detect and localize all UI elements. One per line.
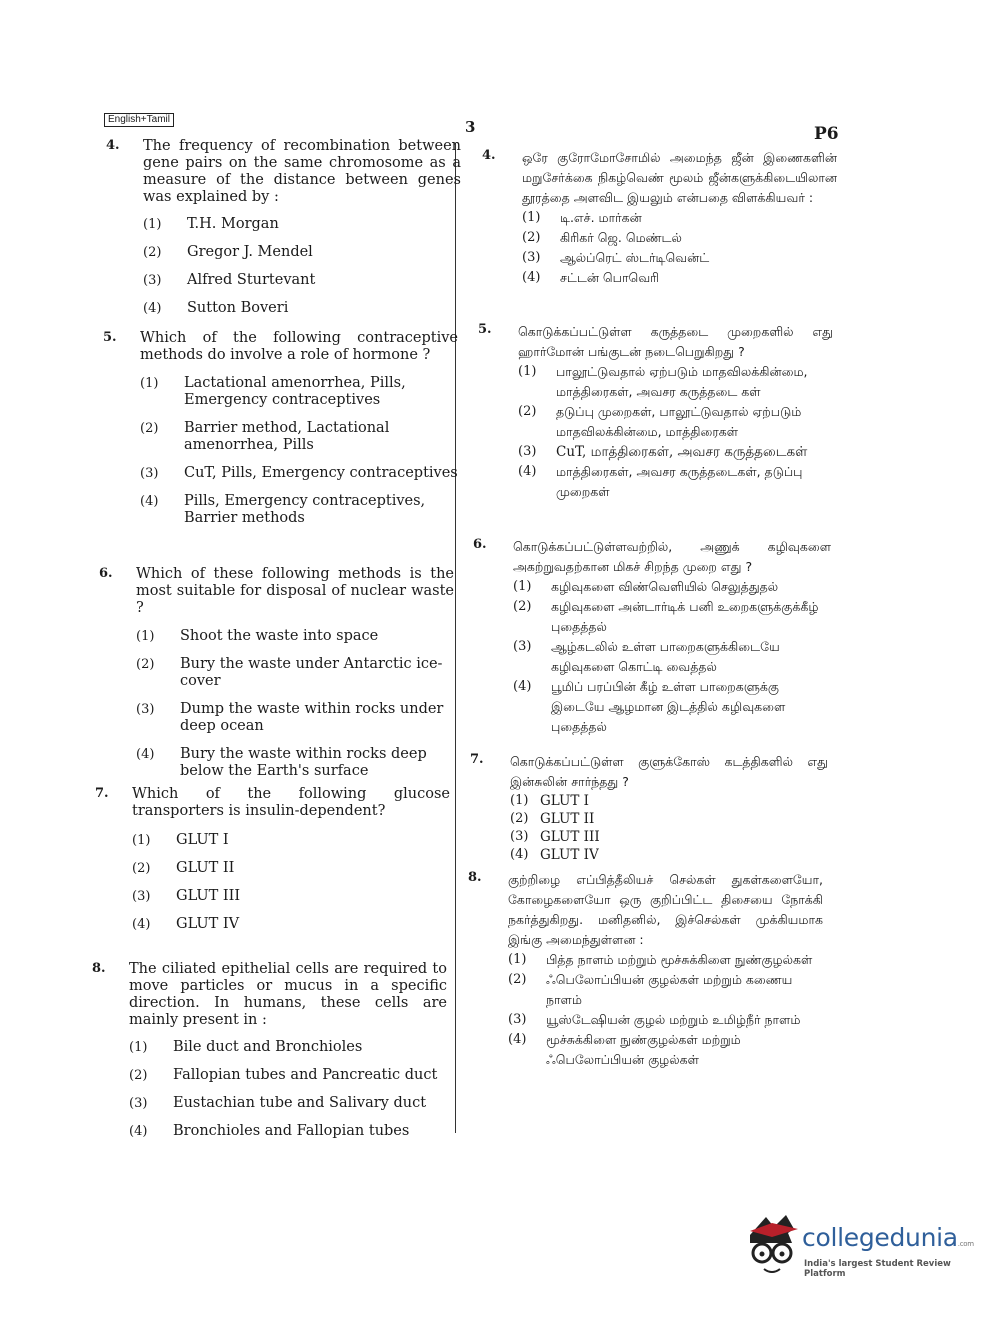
option-3: (3) CuT, Pills, Emergency contraceptives: [140, 465, 458, 481]
question-stem: Which of these following methods is the most suitable for disposal of nuclear waste ?: [136, 566, 454, 616]
option-2: (2) Barrier method, Lactational amenorrhea, Pills: [140, 420, 390, 453]
option-2: (2) GLUT II: [132, 860, 235, 876]
option-4: (4) Pills, Emergency contraceptives, Barrier methods: [140, 493, 426, 526]
question-number: 8.: [92, 961, 106, 976]
option-2: (2) Fallopian tubes and Pancreatic duct: [129, 1067, 438, 1083]
option-2: (2) கழிவுகளை அன்டார்டிக் பனி உறைகளுக்குக்கீழ் புதைத்தல்: [513, 599, 819, 634]
question-number: 6.: [473, 537, 487, 552]
option-3: (3) Alfred Sturtevant: [143, 272, 316, 288]
collegedunia-logo: [742, 1213, 972, 1283]
option-3: (3) CuT, மாத்திரைகள், அவசர கருத்தடைகள்: [518, 444, 808, 460]
option-1: (1) கழிவுகளை விண்வெளியில் செலுத்துதல்: [513, 579, 779, 594]
option-2: (2) GLUT II: [510, 811, 595, 827]
question-stem: கொடுக்கப்பட்டுள்ளவற்றில், அணுக் கழிவுகளை அகற்றுவதற்கான மிகச் சிறந்த முறை எது ?: [513, 539, 831, 574]
ta-question-8: [468, 870, 823, 1070]
option-1: (1) டி.எச். மார்கன்: [522, 210, 642, 225]
en-question-5: [103, 330, 458, 527]
paper-code: P6: [814, 124, 839, 144]
question-stem: கொடுக்கப்பட்டுள்ள கருத்தடை முறைகளில் எது ஹார்மோன் பங்குடன் நடைபெறுகிறது ?: [518, 324, 833, 359]
question-number: 6.: [99, 566, 113, 581]
option-1: (1) T.H. Morgan: [143, 216, 279, 232]
option-2: (2) Gregor J. Mendel: [143, 244, 313, 260]
option-3: (3) GLUT III: [132, 888, 241, 904]
option-2: (2) ஃபெலோப்பியன் குழல்கள் மற்றும் கணைய நாளம்: [508, 972, 793, 1007]
question-number: 7.: [95, 786, 109, 801]
option-1: (1) பாலூட்டுவதால் ஏற்படும் மாதவிலக்கின்மை, மாத்திரைகள், அவசர கருத்தடை கள்: [518, 364, 808, 399]
question-stem: கொடுக்கப்பட்டுள்ள குளுக்கோஸ் கடத்திகளில் எது இன்சுலின் சார்ந்தது ?: [510, 754, 828, 789]
brand-name: collegedunia.com: [802, 1223, 974, 1252]
en-question-4: [106, 138, 461, 317]
ta-question-5: [478, 322, 833, 502]
question-stem: Which of the following contraceptive methods do involve a role of hormone ?: [140, 330, 458, 363]
option-4: (4) Bury the waste within rocks deep below the Earth's surface: [136, 746, 427, 779]
en-question-7: [95, 786, 450, 933]
page-number: 3: [465, 118, 476, 136]
option-3: (3) GLUT III: [510, 829, 600, 845]
option-3: (3) ஆல்ப்ரெட் ஸ்டர்டிவென்ட்: [522, 250, 710, 265]
ta-question-7: [470, 752, 828, 864]
en-question-8: [92, 961, 447, 1140]
question-stem: ஒரே குரோமோசோமில் அமைந்த ஜீன் இணைகளின் மறுசேர்க்கை நிகழ்வெண் மூலம் ஜீன்களுக்கிடையிலான தூரத்தை அளவிட இயலும் என்பதை விளக்கியவர் :: [522, 150, 837, 205]
option-4: (4) சட்டன் பொவெரி: [522, 270, 660, 285]
option-2: (2) கிரிகர் ஜெ. மெண்டல்: [522, 230, 682, 245]
option-3: (3) யூஸ்டேஷியன் குழல் மற்றும் உமிழ்நீர் நாளம்: [508, 1012, 801, 1027]
question-number: 5.: [478, 322, 492, 337]
option-2: (2) தடுப்பு முறைகள், பாலூட்டுவதால் ஏற்படும் மாதவிலக்கின்மை, மாத்திரைகள்: [518, 404, 802, 439]
option-1: (1) GLUT I: [132, 832, 229, 848]
option-4: (4) GLUT IV: [132, 916, 240, 932]
option-1: (1) Bile duct and Bronchioles: [129, 1039, 363, 1055]
question-number: 4.: [482, 148, 496, 163]
option-4: (4) மாத்திரைகள், அவசர கருத்தடைகள், தடுப்பு முறைகள்: [518, 464, 803, 499]
option-3: (3) Eustachian tube and Salivary duct: [129, 1095, 427, 1111]
ta-question-4: [482, 148, 837, 288]
en-question-6: [99, 566, 454, 780]
ta-question-6: [473, 537, 831, 737]
mascot-icon: [742, 1213, 800, 1279]
question-stem: Which of the following glucose transporters is insulin-dependent?: [132, 786, 450, 819]
option-4: (4) பூமிப் பரப்பின் கீழ் உள்ள பாறைகளுக்கு இடையே ஆழமான இடத்தில் கழிவுகளை புதைத்தல்: [513, 679, 786, 734]
option-1: (1) Shoot the waste into space: [136, 628, 379, 644]
question-number: 5.: [103, 330, 117, 345]
question-number: 7.: [470, 752, 484, 767]
option-3: (3) Dump the waste within rocks under deep ocean: [136, 701, 444, 734]
language-label: English+Tamil: [104, 113, 174, 127]
question-stem: The ciliated epithelial cells are required to move particles or mucus in a specific direction. In humans, these cells are mainly present in :: [129, 961, 447, 1028]
question-number: 4.: [106, 138, 120, 153]
question-stem: The frequency of recombination between gene pairs on the same chromosome as a measure of the distance between genes was explained by :: [143, 138, 461, 205]
option-1: (1) பித்த நாளம் மற்றும் மூச்சுக்கிளை நுண்குழல்கள்: [508, 952, 813, 967]
question-stem: குற்றிழை எப்பித்தீலியச் செல்கள் துகள்களையோ, கோழைகளையோ ஒரு குறிப்பிட்ட திசையை நோக்கி நகர்த்துகிறது. மனிதனில், இச்செல்கள் முக்கியமாக இங்கு அமைந்துள்ளன :: [508, 872, 823, 947]
option-4: (4) Bronchioles and Fallopian tubes: [129, 1123, 410, 1139]
option-2: (2) Bury the waste under Antarctic ice-cover: [136, 656, 443, 689]
option-1: (1) Lactational amenorrhea, Pills, Emergency contraceptives: [140, 375, 406, 408]
option-4: (4) Sutton Boveri: [143, 300, 289, 316]
option-4: (4) GLUT IV: [510, 847, 599, 863]
option-1: (1) GLUT I: [510, 793, 590, 809]
brand-tagline: India's largest Student Review Platform: [804, 1259, 951, 1279]
option-4: (4) மூச்சுக்கிளை நுண்குழல்கள் மற்றும் ஃபெலோப்பியன் குழல்கள்: [508, 1032, 741, 1067]
option-3: (3) ஆழ்கடலில் உள்ள பாறைகளுக்கிடையே கழிவுகளை கொட்டி வைத்தல்: [513, 639, 780, 674]
question-number: 8.: [468, 870, 482, 885]
